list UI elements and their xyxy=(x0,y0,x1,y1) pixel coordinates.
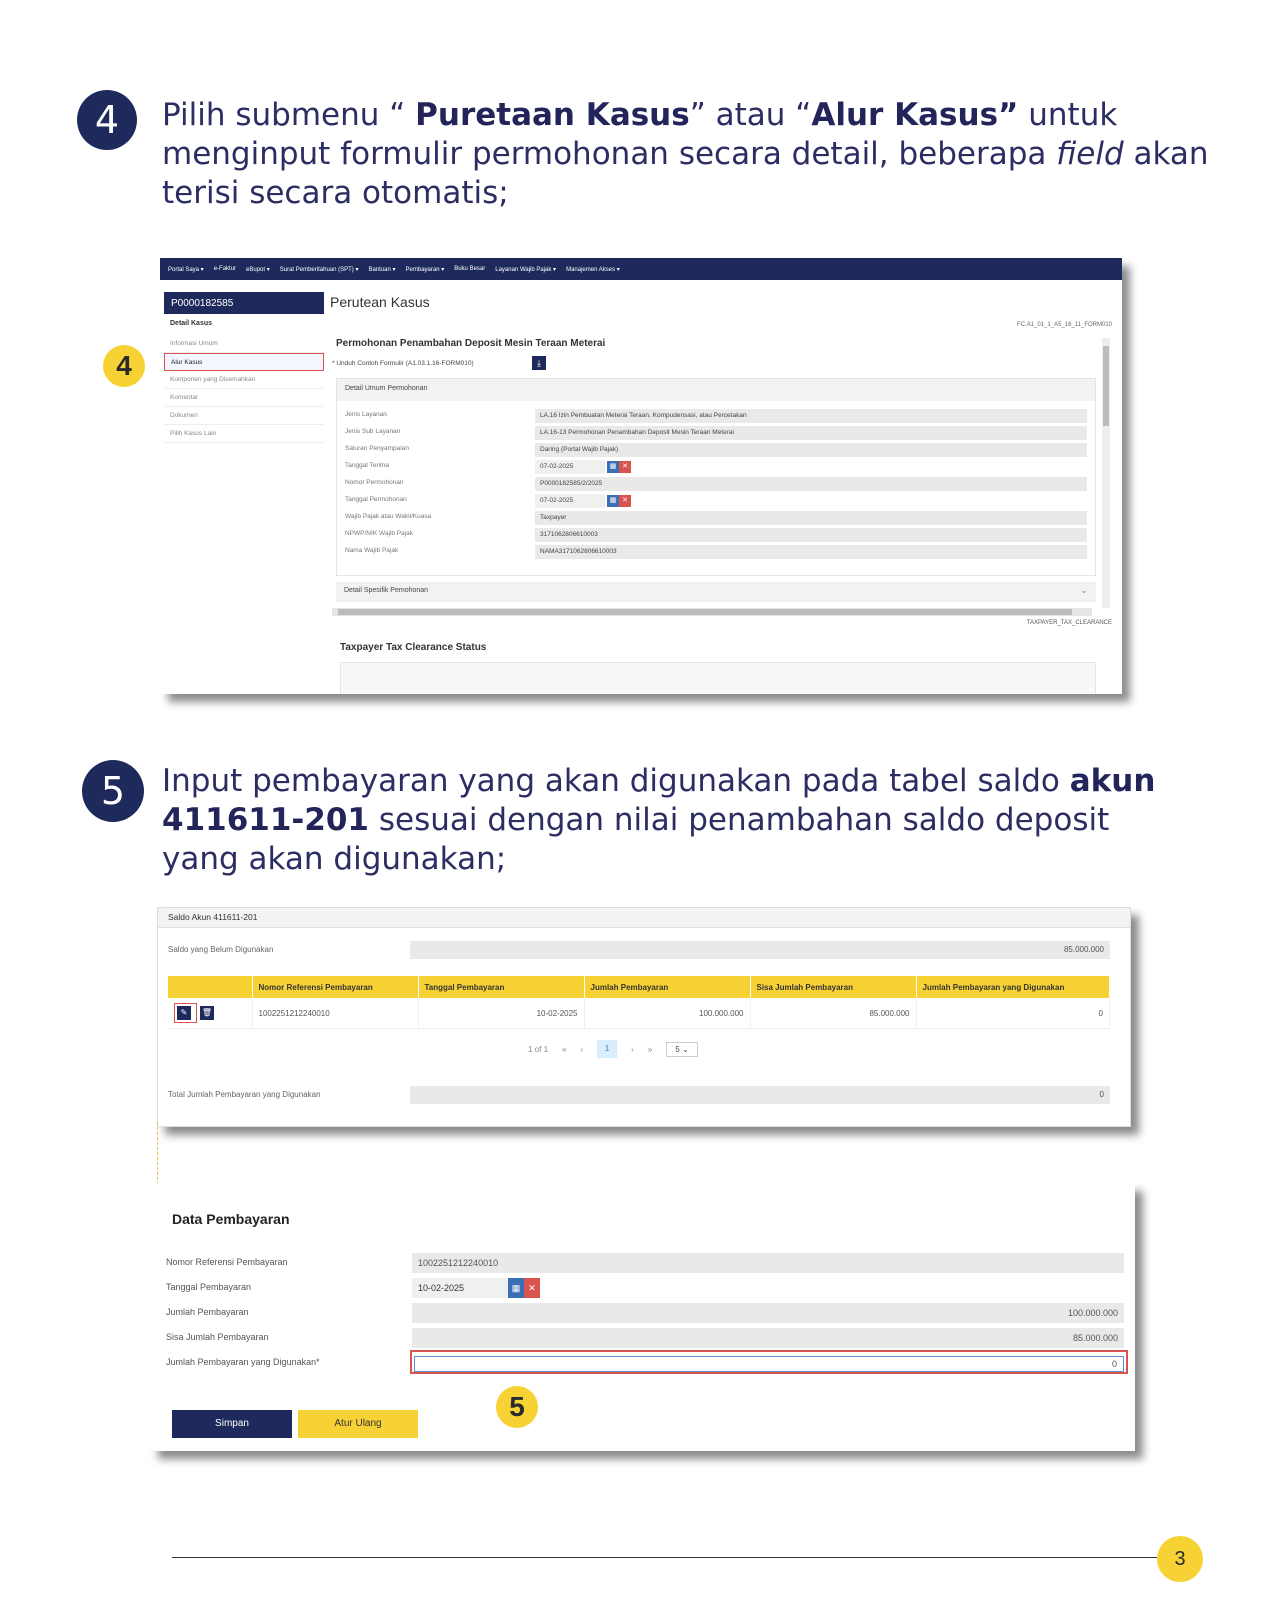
field-label: Jenis Layanan xyxy=(345,411,387,418)
field-label: Jumlah Pembayaran yang Digunakan* xyxy=(166,1357,320,1367)
field-label: Tanggal Permohonan xyxy=(345,496,407,503)
prev-page-button[interactable]: ‹ xyxy=(580,1044,584,1054)
vertical-scrollbar[interactable] xyxy=(1102,338,1110,608)
column-header[interactable]: Jumlah Pembayaran yang Digunakan xyxy=(916,976,1110,998)
field-label: Nomor Permohonan xyxy=(345,479,404,486)
field-row xyxy=(345,426,1087,440)
cell-date: 10-02-2025 xyxy=(418,998,584,1029)
delete-icon[interactable]: 🗑 xyxy=(200,1006,214,1020)
field-value: Daring (Portal Wajib Pajak) xyxy=(535,443,1087,457)
page-number-badge: 3 xyxy=(1157,1536,1203,1582)
callout-badge: 4 xyxy=(103,345,145,387)
step-number-badge: 5 xyxy=(82,760,144,822)
sidebar-item-komponen[interactable]: Komponen yang Disemahkan xyxy=(164,371,324,389)
field-label: Nama Wajib Pajak xyxy=(345,547,399,554)
column-header[interactable]: Tanggal Pembayaran xyxy=(418,976,584,998)
case-sidebar xyxy=(164,292,324,443)
total-value: 0 xyxy=(410,1086,1110,1104)
nav-item[interactable]: eBupot ▾ xyxy=(246,266,270,273)
section-header: Saldo Akun 411611-201 xyxy=(158,908,1130,928)
payment-table xyxy=(168,976,1110,1029)
field-row xyxy=(345,460,1087,474)
total-label: Total Jumlah Pembayaran yang Digunakan xyxy=(168,1090,321,1099)
pagination xyxy=(528,1040,698,1058)
used-amount-input[interactable] xyxy=(414,1356,1124,1372)
cell-ref: 1002251212240010 xyxy=(252,998,418,1029)
nav-item[interactable]: Pembayaran ▾ xyxy=(405,266,445,273)
field-row xyxy=(345,443,1087,457)
footer-divider xyxy=(172,1557,1160,1558)
step-instruction: Input pembayaran yang akan digunakan pada tabel saldo akun 411611-201 sesuai dengan nilai penambahan saldo deposit yang akan digunakan; xyxy=(162,763,1156,877)
clear-filter-icon[interactable]: ✕ xyxy=(524,1278,540,1298)
cell-amount: 100.000.000 xyxy=(584,998,750,1029)
form-title: Permohonan Penambahan Deposit Mesin Teraan Meterai xyxy=(336,338,606,349)
detail-umum-panel xyxy=(336,378,1096,576)
cell-remaining: 85.000.000 xyxy=(750,998,916,1029)
column-header[interactable]: Jumlah Pembayaran xyxy=(584,976,750,998)
field-value: LA.16 Izin Pembuatan Meterai Teraan, Kompudensasi, atau Percetakan xyxy=(535,409,1087,423)
reset-button[interactable]: Atur Ulang xyxy=(298,1410,418,1438)
calendar-icon[interactable]: ▦ xyxy=(508,1278,524,1298)
field-label: Jumlah Pembayaran xyxy=(166,1307,249,1317)
horizontal-scrollbar[interactable] xyxy=(332,608,1092,616)
edit-icon[interactable]: ✎ xyxy=(177,1006,191,1020)
column-header xyxy=(168,976,252,998)
chevron-down-icon[interactable]: ⌄ xyxy=(1080,585,1088,595)
screenshot-saldo-akun xyxy=(157,907,1131,1127)
scrollbar-thumb[interactable] xyxy=(1103,346,1109,426)
detail-spesifik-panel[interactable] xyxy=(336,582,1096,602)
edit-highlight xyxy=(174,1003,197,1023)
screenshot-perutean-kasus xyxy=(160,258,1122,694)
column-header[interactable]: Sisa Jumlah Pembayaran xyxy=(750,976,916,998)
field-label: NPWP/NIK Wajib Pajak xyxy=(345,530,414,537)
callout-badge: 5 xyxy=(496,1386,538,1428)
nav-item[interactable]: Manajemen Akses ▾ xyxy=(566,266,620,273)
clear-filter-icon[interactable]: ✕ xyxy=(619,461,631,473)
field-label: Jenis Sub Layanan xyxy=(345,428,401,435)
top-navigation xyxy=(160,258,1122,280)
section-title: Data Pembayaran xyxy=(172,1211,290,1227)
sidebar-item-informasi-umum[interactable]: Informasi Umum xyxy=(164,335,324,353)
amount-field: 100.000.000 xyxy=(412,1303,1124,1323)
field-value: P0000182585/2/2025 xyxy=(535,477,1087,491)
field-row xyxy=(345,511,1087,525)
saldo-label: Saldo yang Belum Digunakan xyxy=(168,945,274,954)
sidebar-item-pilih-kasus-lain[interactable]: Pilih Kasus Lain xyxy=(164,425,324,443)
date-field[interactable]: 10-02-2025 xyxy=(412,1278,508,1298)
date-field[interactable]: 07-02-2025 xyxy=(535,494,605,508)
step-number-badge: 4 xyxy=(77,90,137,150)
cell-used: 0 xyxy=(916,998,1110,1029)
scrollbar-thumb[interactable] xyxy=(338,609,1072,615)
download-icon[interactable]: ⤓ xyxy=(532,356,546,370)
field-row xyxy=(345,545,1087,559)
tax-clearance-panel xyxy=(340,662,1096,694)
first-page-button[interactable]: « xyxy=(562,1044,567,1054)
date-field[interactable]: 07-02-2025 xyxy=(535,460,605,474)
field-label: Sisa Jumlah Pembayaran xyxy=(166,1332,269,1342)
field-label: Tanggal Terima xyxy=(345,462,389,469)
nav-item[interactable]: Buku Besar xyxy=(454,266,486,272)
next-page-button[interactable]: › xyxy=(631,1044,634,1054)
sidebar-item-dokumen[interactable]: Dokumen xyxy=(164,407,324,425)
calendar-icon[interactable]: ▦ xyxy=(607,495,619,507)
page-title: Perutean Kasus xyxy=(330,294,430,310)
sidebar-item-alur-kasus[interactable]: Alur Kasus xyxy=(164,353,324,371)
used-amount-highlight xyxy=(410,1350,1128,1374)
calendar-icon[interactable]: ▦ xyxy=(607,461,619,473)
nav-item[interactable]: Layanan Wajib Pajak ▾ xyxy=(495,266,557,273)
field-value: LA.16-13 Permohonan Penambahan Deposit Mesin Teraan Meterai xyxy=(535,426,1087,440)
field-value: 3171062806610003 xyxy=(535,528,1087,542)
saldo-value: 85.000.000 xyxy=(410,941,1110,959)
case-id: P0000182585 xyxy=(164,292,324,314)
table-row xyxy=(168,998,1110,1029)
sidebar-heading: Detail Kasus xyxy=(170,320,213,327)
panel-header: Detail Spesifik Pemohonan xyxy=(344,587,429,594)
page-info: 1 of 1 xyxy=(528,1044,549,1054)
panel-header: Detail Umum Permohonan xyxy=(337,379,1095,401)
row-actions xyxy=(168,998,252,1029)
field-value: Taxpayer xyxy=(535,511,1087,525)
field-value: NAMA3171062806610003 xyxy=(535,545,1087,559)
column-header[interactable]: Nomor Referensi Pembayaran xyxy=(252,976,418,998)
field-row xyxy=(345,477,1087,491)
field-label: Tanggal Pembayaran xyxy=(166,1282,252,1292)
section-title: Taxpayer Tax Clearance Status xyxy=(340,642,487,653)
table-header-row xyxy=(168,976,1110,998)
page-size-select[interactable]: 5 ⌄ xyxy=(666,1042,697,1057)
field-row xyxy=(345,528,1087,542)
nav-item[interactable]: Bantuan ▾ xyxy=(368,266,396,273)
clear-filter-icon[interactable]: ✕ xyxy=(619,495,631,507)
field-label: Saluran Penyampaian xyxy=(345,445,409,452)
form-code: FC.A1_01_1_A5_16_11_FORM010 xyxy=(1017,322,1112,328)
field-label: Nomor Referensi Pembayaran xyxy=(166,1257,288,1267)
last-page-button[interactable]: » xyxy=(647,1044,653,1054)
step-instruction: Pilih submenu “ Puretaan Kasus” atau “Alur Kasus” untuk menginput formulir permohonan secara detail, beberapa field akan terisi secara otomatis; xyxy=(162,97,1209,211)
field-row xyxy=(345,494,1087,508)
ref-field: 1002251212240010 xyxy=(412,1253,1124,1273)
current-page-button[interactable]: 1 xyxy=(597,1040,617,1058)
download-template-label: * Unduh Contoh Formulir (A1.03.1.16-FORM010) xyxy=(332,360,474,367)
save-button[interactable]: Simpan xyxy=(172,1410,292,1438)
sidebar-item-komentar[interactable]: Komentar xyxy=(164,389,324,407)
remaining-field: 85.000.000 xyxy=(412,1328,1124,1348)
section-code: TAXPAYER_TAX_CLEARANCE xyxy=(1026,620,1112,626)
field-row xyxy=(345,409,1087,423)
nav-item[interactable]: e-Faktur xyxy=(213,266,237,272)
field-label: Wajib Pajak atau Wakil/Kuasa xyxy=(345,513,432,520)
screenshot-data-pembayaran xyxy=(150,1183,1135,1451)
nav-item[interactable]: Surat Pemberitahuan (SPT) ▾ xyxy=(279,266,359,273)
nav-item[interactable]: Portal Saya ▾ xyxy=(168,266,204,273)
